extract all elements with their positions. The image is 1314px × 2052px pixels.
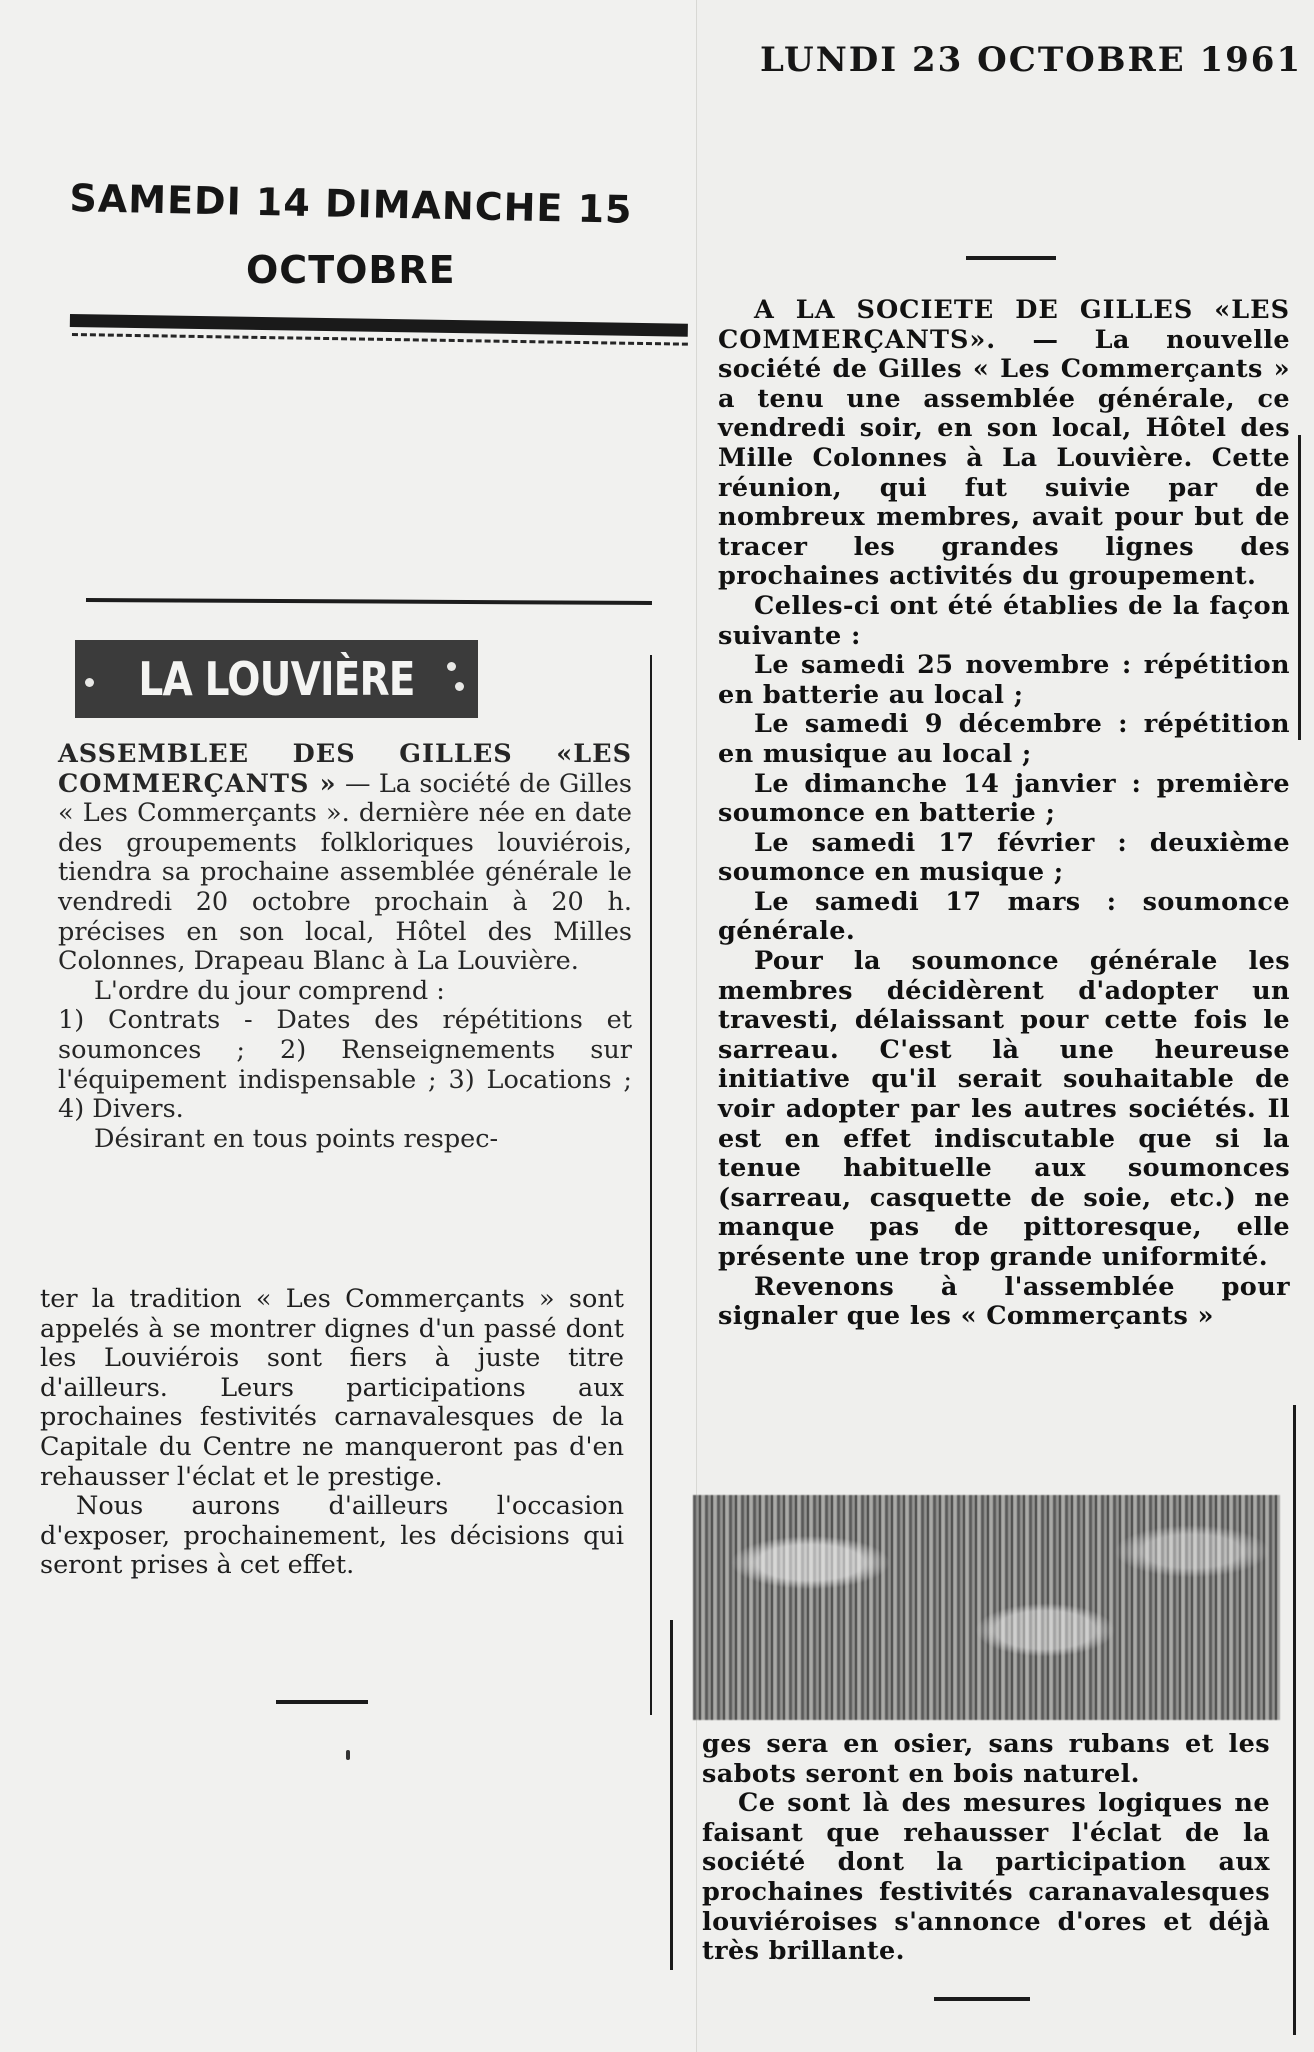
left-article-headline: ASSEMBLEE DES GILLES «LES COMMERÇANTS » [58, 739, 632, 799]
right-article-paragraph: Ce sont là des mesures logiques ne faisant que rehausser l'éclat de la société dont la participation aux prochaines festivités caranavalesques louviéroises s'annonce d'ores et déjà très brillante. [702, 1788, 1270, 1967]
page-fold [696, 0, 697, 2052]
right-header-date: LUNDI 23 OCTOBRE 1961 [760, 40, 1303, 80]
column-rule [1298, 435, 1301, 740]
schedule-item: Le dimanche 14 janvier : première soumonce en batterie ; [718, 768, 1290, 829]
right-article-paragraph: — La nouvelle société de Gilles « Les Commerçants » a tenu une assemblée générale, ce vendredi soir, en son local, Hôtel des Mille Colonnes à La Louvière. Cette réunion, qui fut suivie par de nombreux membres, avait pour but de tracer les grandes lignes des prochaines activités du groupement. [718, 324, 1290, 592]
schedule-item: Le samedi 25 novembre : répétition en batterie au local ; [718, 650, 1290, 710]
column-rule [1293, 1405, 1296, 2035]
separator-dash [276, 1700, 368, 1704]
section-banner-title: LA LOUVIÈRE [138, 652, 415, 706]
right-article-headline: A LA SOCIETE DE GILLES «LES COMMERÇANTS». [718, 295, 1290, 355]
column-rule [670, 1620, 673, 1970]
banner-dot [447, 662, 456, 671]
separator-dash [966, 256, 1056, 260]
smudged-illegible-area [693, 1495, 1280, 1720]
section-banner [75, 640, 478, 718]
right-article-paragraph: ges sera en osier, sans rubans et les sabots seront en bois naturel. [702, 1729, 1270, 1789]
banner-dot [455, 682, 464, 691]
left-article-paragraph: 1) Contrats - Dates des répétitions et soumonces ; 2) Renseignements sur l'équipement indispensable ; 3) Locations ; 4) Divers. [58, 1005, 632, 1125]
schedule-item: Le samedi 17 février : deuxième soumonce en musique ; [718, 827, 1290, 888]
column-rule [650, 655, 652, 1715]
ink-speck [346, 1750, 350, 1760]
right-article-paragraph: Celles-ci ont été établies de la façon suivante : [718, 590, 1290, 651]
left-article-paragraph: Désirant en tous points respec- [94, 1123, 499, 1154]
schedule-item: Le samedi 17 mars : soumonce générale. [718, 886, 1290, 947]
right-article-paragraph: Pour la soumonce générale les membres décidèrent d'adopter un travesti, délaissant pour cette fois le sarreau. C'est là une heureuse initiative qu'il serait souhaitable de voir adopter par les autres sociétés. Il est en effet indiscutable que si la tenue habituelle aux soumonces (sarreau, casquette de soie, etc.) ne manque pas de pittoresque, elle présente une trop grande uniformité. [718, 946, 1290, 1272]
left-article-paragraph: ter la tradition « Les Commerçants » sont appelés à se montrer dignes d'un passé dont les Louviérois sont fiers à juste titre d'ailleurs. Leurs participations aux prochaines festivités carnavalesques de la Capitale du Centre ne manqueront pas d'en rehausser l'éclat et le prestige. [40, 1284, 624, 1492]
left-article-paragraph: — La société de Gilles « Les Commerçants ». dernière née en date des groupements folkloriques louviérois, tiendra sa prochaine assemblée générale le vendredi 20 octobre prochain à 20 h. précises en son local, Hôtel des Milles Colonnes, Drapeau Blanc à La Louvière. [58, 768, 633, 977]
right-article-continued [702, 1730, 1270, 1967]
left-header-month: OCTOBRE [246, 248, 456, 292]
right-article [718, 296, 1290, 1332]
left-article-paragraph: L'ordre du jour comprend : [94, 975, 445, 1006]
separator-dash [934, 1997, 1030, 2001]
left-article [58, 740, 632, 1154]
banner-dot [85, 678, 94, 687]
right-article-paragraph: Revenons à l'assemblée pour signaler que les « Commerçants » [718, 1271, 1290, 1332]
left-article-paragraph: Nous aurons d'ailleurs l'occasion d'exposer, prochainement, les décisions qui seront prises à cet effet. [40, 1491, 624, 1581]
left-article-continued [40, 1285, 624, 1581]
left-header-date: SAMEDI 14 DIMANCHE 15 [69, 176, 633, 232]
schedule-item: Le samedi 9 décembre : répétition en musique au local ; [718, 709, 1290, 769]
